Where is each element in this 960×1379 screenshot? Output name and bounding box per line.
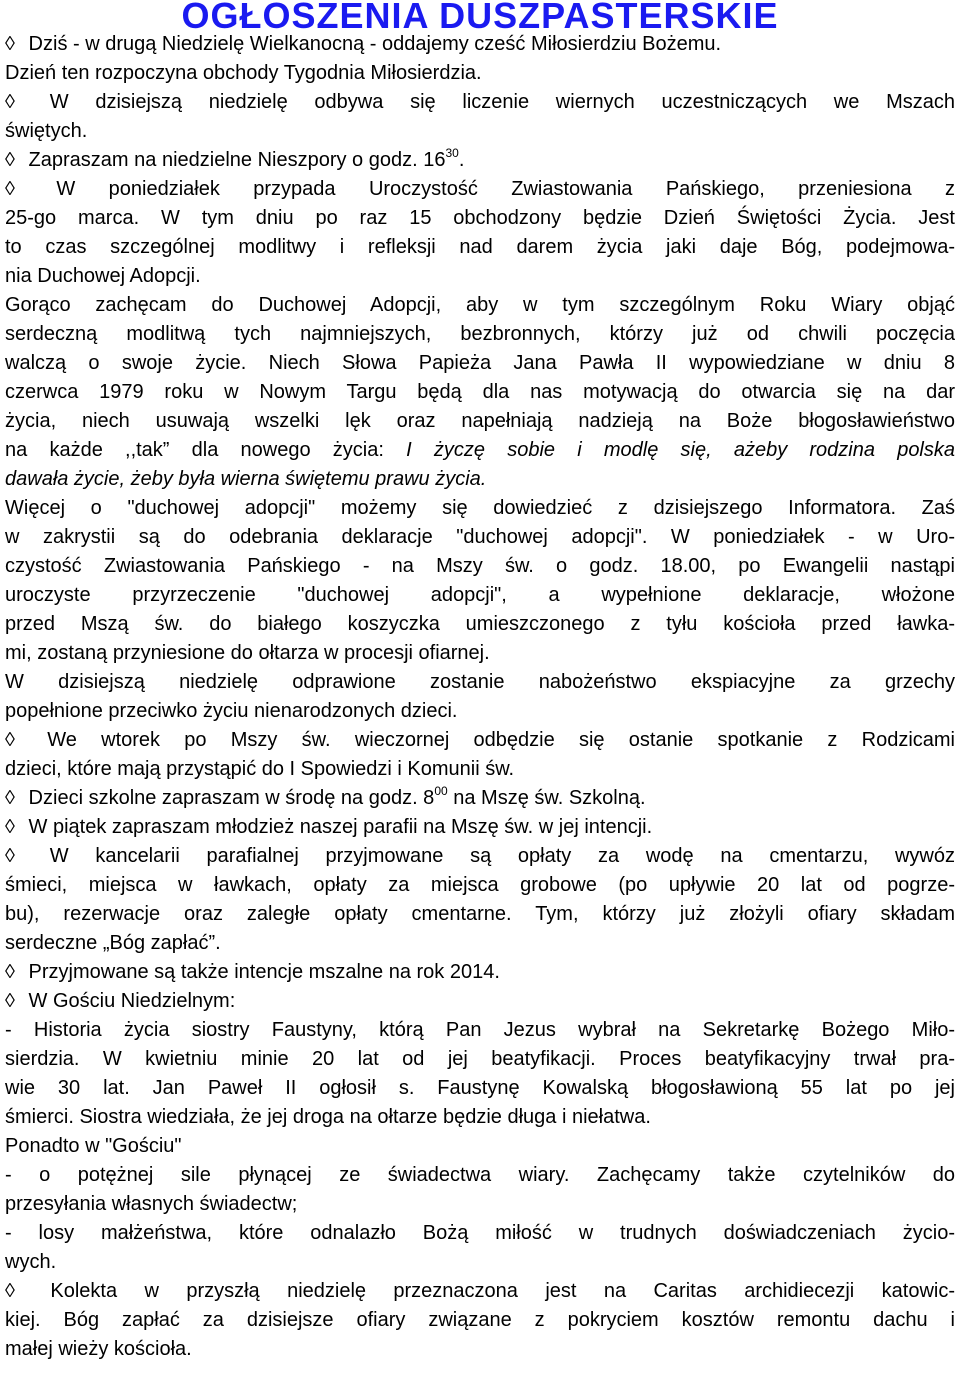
text-segment: W poniedziałek przypada Uroczystość Zwiastowania Pańskiego, przeniesiona z — [23, 178, 955, 200]
text-line — [5, 523, 955, 552]
diamond-bullet-icon: ◊ — [5, 33, 15, 55]
diamond-bullet-icon: ◊ — [5, 1280, 15, 1302]
text-segment: W kancelarii parafialnej przyjmowane są opłaty za wodę na cmentarzu, wywóz — [23, 845, 955, 867]
text-line — [5, 1132, 955, 1161]
text-line — [5, 378, 955, 407]
text-line — [5, 436, 955, 465]
text-segment: Ponadto w "Gościu" — [5, 1135, 182, 1157]
text-segment: W piątek zapraszam młodzież naszej parafii na Mszę św. w jej intencji. — [23, 816, 653, 838]
text-line — [5, 871, 955, 900]
text-segment: We wtorek po Mszy św. wieczornej odbędzie się ostanie spotkanie z Rodzicami — [23, 729, 955, 751]
text-line — [5, 755, 955, 784]
text-segment: Więcej o "duchowej adopcji" możemy się dowiedzieć z dzisiejszego Informatora. Zaś — [5, 497, 955, 519]
text-line — [5, 1103, 955, 1132]
text-segment: uroczyste przyrzeczenie "duchowej adopcji", a wypełnione deklaracje, włożone — [5, 584, 955, 606]
italic-quote: I życzę sobie i modlę się, ażeby rodzina polska — [406, 439, 956, 461]
text-segment: Przyjmowane są także intencje mszalne na rok 2014. — [23, 961, 500, 983]
text-line — [5, 697, 955, 726]
text-line — [5, 465, 955, 494]
text-segment: w zakrystii są do odebrania deklaracje "duchowej adopcji". W poniedziałek - w Uro- — [5, 526, 955, 548]
text-segment: - o potężnej sile płynącej ze świadectwa wiary. Zachęcamy także czytelników do — [5, 1164, 955, 1186]
text-segment: Gorąco zachęcam do Duchowej Adopcji, aby w tym szczególnym Roku Wiary objąć — [5, 294, 955, 316]
text-line — [5, 233, 955, 262]
text-line — [5, 1045, 955, 1074]
text-line — [5, 1016, 955, 1045]
text-line — [5, 349, 955, 378]
text-segment: popełnione przeciwko życiu nienarodzonych dzieci. — [5, 700, 458, 722]
text-line — [5, 1074, 955, 1103]
text-line — [5, 1335, 955, 1364]
text-segment: Dzieci szkolne zapraszam w środę na godz. 8 — [23, 787, 435, 809]
announcements-page — [5, 0, 955, 1364]
text-line — [5, 1277, 955, 1306]
text-segment: W dzisiejszą niedzielę odprawione zostanie nabożeństwo ekspiacyjne za grzechy — [5, 671, 955, 693]
text-line — [5, 494, 955, 523]
superscript-time: 30 — [445, 146, 459, 160]
diamond-bullet-icon: ◊ — [5, 729, 15, 751]
text-line — [5, 320, 955, 349]
text-line — [5, 784, 955, 813]
text-segment: serdeczne „Bóg zapłać”. — [5, 932, 221, 954]
text-line — [5, 639, 955, 668]
text-segment: kiej. Bóg zapłać za dzisiejsze ofiary związane z pokryciem kosztów remontu dachu i — [5, 1309, 955, 1331]
text-segment: czystość Zwiastowania Pańskiego - na Mszy św. o godz. 18.00, po Ewangelii nastąpi — [5, 555, 955, 577]
text-segment: wie 30 lat. Jan Paweł II ogłosił s. Faustynę Kowalską błogosławioną 55 lat po jej — [5, 1077, 955, 1099]
italic-quote: dawała życie, żeby była wierna świętemu prawu życia. — [5, 468, 487, 490]
text-line — [5, 1190, 955, 1219]
text-line — [5, 668, 955, 697]
diamond-bullet-icon: ◊ — [5, 961, 15, 983]
text-segment: czerwca 1979 roku w Nowym Targu będą dla nas motywacją do otwarcia się na dar — [5, 381, 955, 403]
diamond-bullet-icon: ◊ — [5, 787, 15, 809]
text-segment: to czas szczególnej modlitwy i refleksji nad darem życia jaki daje Bóg, podejmowa- — [5, 236, 955, 258]
text-segment: mi, zostaną przyniesione do ołtarza w procesji ofiarnej. — [5, 642, 490, 664]
text-line — [5, 407, 955, 436]
text-segment: śmierci. Siostra wiedziała, że jej droga na ołtarze będzie długa i niełatwa. — [5, 1106, 651, 1128]
diamond-bullet-icon: ◊ — [5, 845, 15, 867]
text-segment: przed Mszą św. do białego koszyczka umieszczonego z tyłu kościoła przed ławka- — [5, 613, 955, 635]
diamond-bullet-icon: ◊ — [5, 149, 15, 171]
text-segment: . — [458, 149, 465, 171]
text-segment: W Gościu Niedzielnym: — [23, 990, 236, 1012]
text-line — [5, 842, 955, 871]
text-line — [5, 987, 955, 1016]
text-line — [5, 581, 955, 610]
diamond-bullet-icon: ◊ — [5, 178, 15, 200]
text-segment: życia, niech usuwają wszelki lęk oraz napełniają nadzieją na Boże błogosławieństwo — [5, 410, 955, 432]
text-line — [5, 929, 955, 958]
text-segment: - Historia życia siostry Faustyny, którą Pan Jezus wybrał na Sekretarkę Bożego Miło- — [5, 1019, 955, 1041]
text-line — [5, 175, 955, 204]
text-line — [5, 1306, 955, 1335]
text-segment: małej wieży kościoła. — [5, 1338, 192, 1360]
text-line — [5, 117, 955, 146]
text-segment: nia Duchowej Adopcji. — [5, 265, 201, 287]
text-segment: Dzień ten rozpoczyna obchody Tygodnia Miłosierdzia. — [5, 62, 482, 84]
text-segment: - losy małżeństwa, które odnalazło Bożą miłość w trudnych doświadczeniach życio- — [5, 1222, 955, 1244]
text-line — [5, 958, 955, 987]
text-segment: na Mszę św. Szkolną. — [447, 787, 646, 809]
text-line — [5, 88, 955, 117]
announcements-body — [5, 30, 955, 1364]
text-line — [5, 1219, 955, 1248]
text-line — [5, 291, 955, 320]
text-segment: Zapraszam na niedzielne Nieszpory o godz. 16 — [23, 149, 446, 171]
page-title: OGŁOSZENIA DUSZPASTERSKIE — [181, 0, 779, 30]
text-segment: sierdzia. W kwietniu minie 20 lat od jej beatyfikacji. Proces beatyfikacyjny trwał pra- — [5, 1048, 955, 1070]
text-segment: Kolekta w przyszłą niedzielę przeznaczona jest na Caritas archidiecezji katowic- — [23, 1280, 955, 1302]
text-line — [5, 146, 955, 175]
text-segment: na każde ,,tak” dla nowego życia: — [5, 439, 407, 461]
text-segment: wych. — [5, 1251, 57, 1273]
text-line — [5, 900, 955, 929]
text-line — [5, 1248, 955, 1277]
text-segment: 25-go marca. W tym dniu po raz 15 obchodzony będzie Dzień Świętości Życia. Jest — [5, 207, 955, 229]
text-segment: W dzisiejszą niedzielę odbywa się liczenie wiernych uczestniczących we Mszach — [23, 91, 955, 113]
text-line — [5, 726, 955, 755]
text-segment: bu), rezerwacje oraz zaległe opłaty cmentarne. Tym, którzy już złożyli ofiary składam — [5, 903, 955, 925]
text-line — [5, 813, 955, 842]
text-segment: dzieci, które mają przystąpić do I Spowiedzi i Komunii św. — [5, 758, 515, 780]
text-line — [5, 59, 955, 88]
text-segment: walczą o swoje życie. Niech Słowa Papieża Jana Pawła II wypowiedziane w dniu 8 — [5, 352, 955, 374]
diamond-bullet-icon: ◊ — [5, 91, 15, 113]
text-segment: śmieci, miejsca w ławkach, opłaty za miejsca grobowe (po upływie 20 lat od pogrze- — [5, 874, 955, 896]
text-line — [5, 610, 955, 639]
text-segment: świętych. — [5, 120, 88, 142]
text-line — [5, 30, 955, 59]
text-line — [5, 1161, 955, 1190]
text-segment: serdeczną modlitwą tych najmniejszych, bezbronnych, którzy już od chwili poczęcia — [5, 323, 955, 345]
diamond-bullet-icon: ◊ — [5, 816, 15, 838]
text-line — [5, 552, 955, 581]
text-segment: przesyłania własnych świadectw; — [5, 1193, 298, 1215]
text-line — [5, 262, 955, 291]
superscript-time: 00 — [434, 784, 448, 798]
text-line — [5, 204, 955, 233]
text-segment: Dziś - w drugą Niedzielę Wielkanocną - oddajemy cześć Miłosierdziu Bożemu. — [23, 33, 722, 55]
diamond-bullet-icon: ◊ — [5, 990, 15, 1012]
